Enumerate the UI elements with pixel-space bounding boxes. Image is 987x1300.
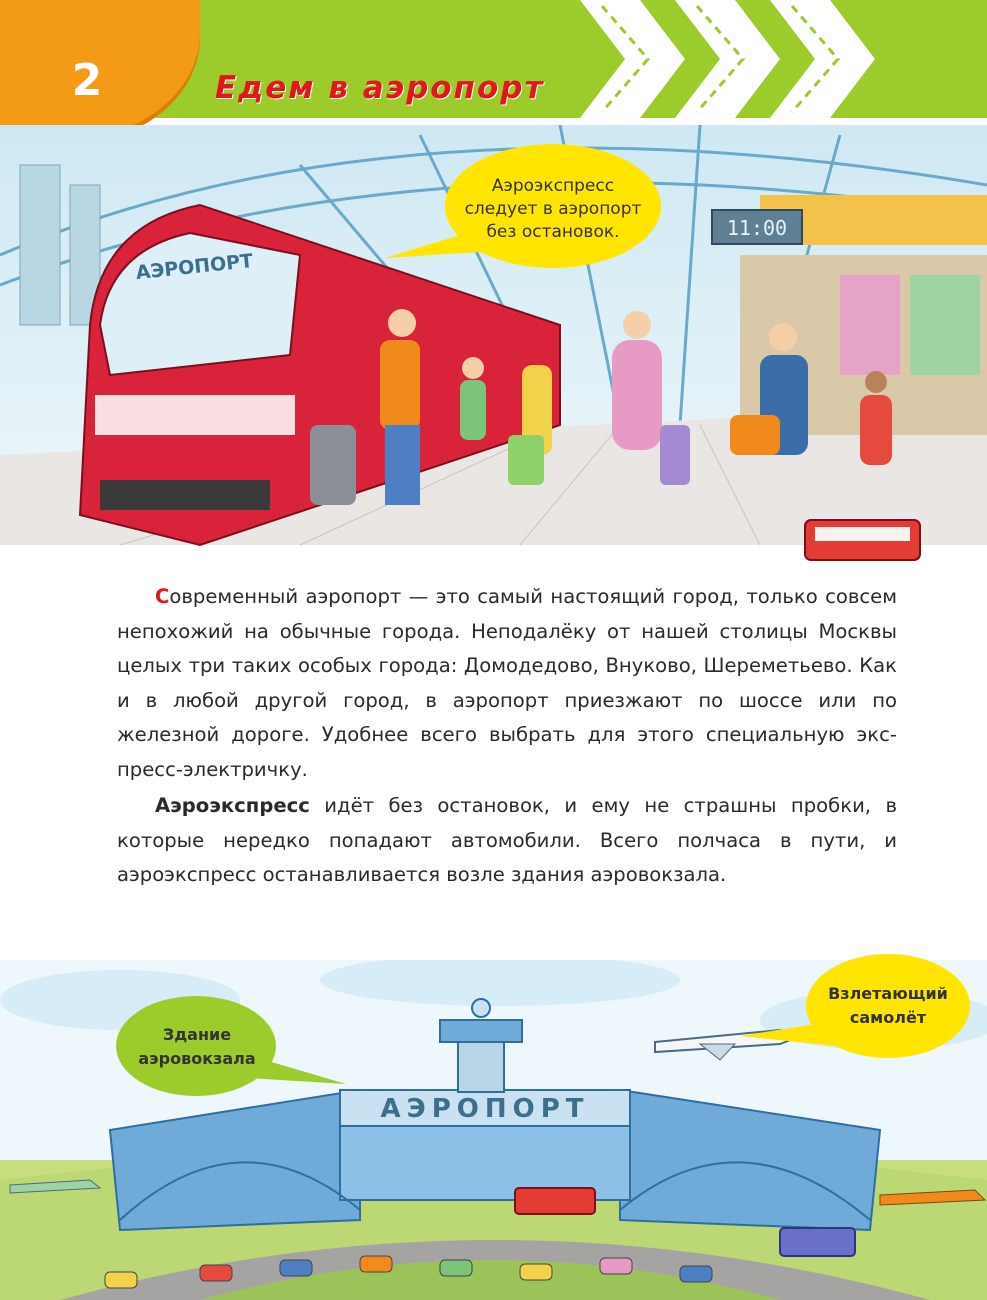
page-header [0, 0, 987, 135]
drop-cap: С [155, 585, 170, 608]
paragraph-2-text: идёт без остановок, и ему не страшны пробки, в которые нередко попадают автомобили. Всего полчаса в пути, и аэроэкспресс останавливается возле здания аэровокзала. [117, 794, 897, 886]
paragraph-1 [117, 580, 897, 787]
bubble-left-line-2: аэровокзала [138, 1049, 256, 1068]
paragraph-2 [117, 789, 897, 893]
paragraph-1-text: овременный аэропорт — это самый настоящий город, только совсем непохожий на обычные города. Неподалёку от нашей столицы Москвы целых три таких особых города: Домодедово, Внуково, Шереметьево. Как и в любой другой город, в аэропорт приезжают по шоссе или по железной дороге. Удобнее всего выбрать для этого специальную экспресс-электричку. [117, 585, 897, 781]
terminal-sign-label: АЭРОПОРТ [380, 1094, 590, 1124]
bubble-right-line-1: Взлетающий [828, 984, 948, 1003]
chevron-arrows-decoration [560, 0, 987, 118]
bubble-top-line-2: следует в аэропорт [464, 198, 642, 219]
speech-bubble-plane [808, 958, 968, 1054]
page-number: 2 [71, 55, 103, 106]
bubble-top-line-1: Аэроэкспресс [491, 175, 615, 196]
speech-bubble-top [448, 150, 658, 268]
page-title: Едем в аэропорт [215, 70, 545, 106]
train-sign-label: АЭРОПОРТ [134, 249, 255, 285]
bubble-top-line-3: без остановок. [486, 221, 620, 242]
speech-bubble-terminal [118, 1000, 276, 1094]
article-text [117, 580, 897, 893]
bubble-right-line-2: самолёт [849, 1008, 927, 1027]
platform-clock-label: 11:00 [726, 216, 788, 240]
bubble-left-line-1: Здание [162, 1025, 232, 1044]
aeroexpress-term: Аэроэкспресс [155, 794, 310, 817]
